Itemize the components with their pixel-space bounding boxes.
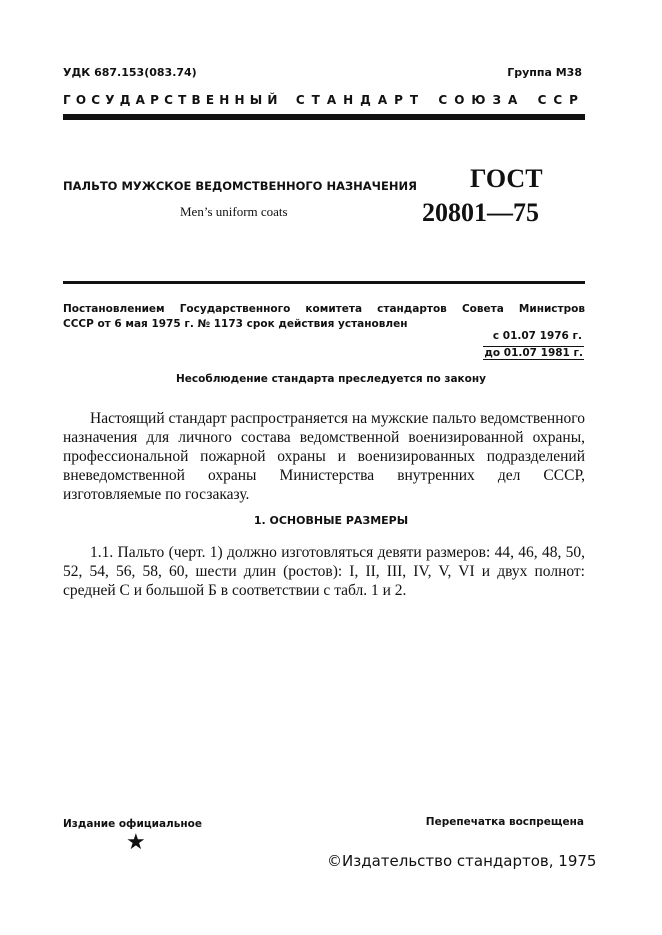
banner-word: ССР [537,93,585,107]
banner-word: СОЮЗА [438,93,525,107]
gost-number: 20801—75 [422,198,539,227]
udk-code: УДК 687.153(083.74) [63,66,197,79]
group-code: Группа М38 [507,66,582,79]
banner-word: СТАНДАРТ [295,93,426,107]
scope-paragraph: Настоящий стандарт распространяется на мужские пальто ведомственного назначения для личного состава ведомственной военизированной охраны, профессиональной пожарной охраны и военизированных подразделений вневедомственной охраны Министерства внутренних дел СССР, изготовляемые по госзаказу. [63,410,585,503]
edition-note: Издание официальное [63,818,202,830]
star-icon: ★ [126,830,146,855]
law-notice: Несоблюдение стандарта преследуется по закону [176,373,486,385]
decree-word: комитета [305,303,363,315]
title-rule [63,281,585,284]
valid-to-date: до 01.07 1981 г. [484,347,583,359]
decree-word: Совета [461,303,504,315]
gost-label: ГОСТ [470,164,543,193]
title-russian: ПАЛЬТО МУЖСКОЕ ВЕДОМСТВЕННОГО НАЗНАЧЕНИЯ [63,179,417,193]
decree-line-1 [63,302,585,317]
reprint-note: Перепечатка воспрещена [425,816,584,828]
valid-from-date: с 01.07 1976 г. [492,330,582,342]
section-heading: 1. ОСНОВНЫЕ РАЗМЕРЫ [253,514,409,527]
header-rule [63,114,585,120]
state-standard-banner [63,93,585,107]
decree-text [63,302,585,332]
decree-word: Постановлением [63,303,165,315]
banner-word: ГОСУДАРСТВЕННЫЙ [63,93,283,107]
decree-word: стандартов [377,303,447,315]
publisher-copyright: ©Издательство стандартов, 1975 [327,852,597,870]
decree-line-2: СССР от 6 мая 1975 г. № 1173 срок действия установлен [63,318,408,330]
sizes-paragraph: 1.1. Пальто (черт. 1) должно изготовляться девяти размеров: 44, 46, 48, 50, 52, 54, 56, 58, 60, шести длин (ростов): I, II, III, IV, V, VI и двух полнот: средней С и большой Б в соответствии с табл. 1 и 2. [63,544,585,599]
decree-word: Министров [518,303,585,315]
title-english: Men’s uniform coats [180,204,288,219]
decree-word: Государственного [179,303,291,315]
